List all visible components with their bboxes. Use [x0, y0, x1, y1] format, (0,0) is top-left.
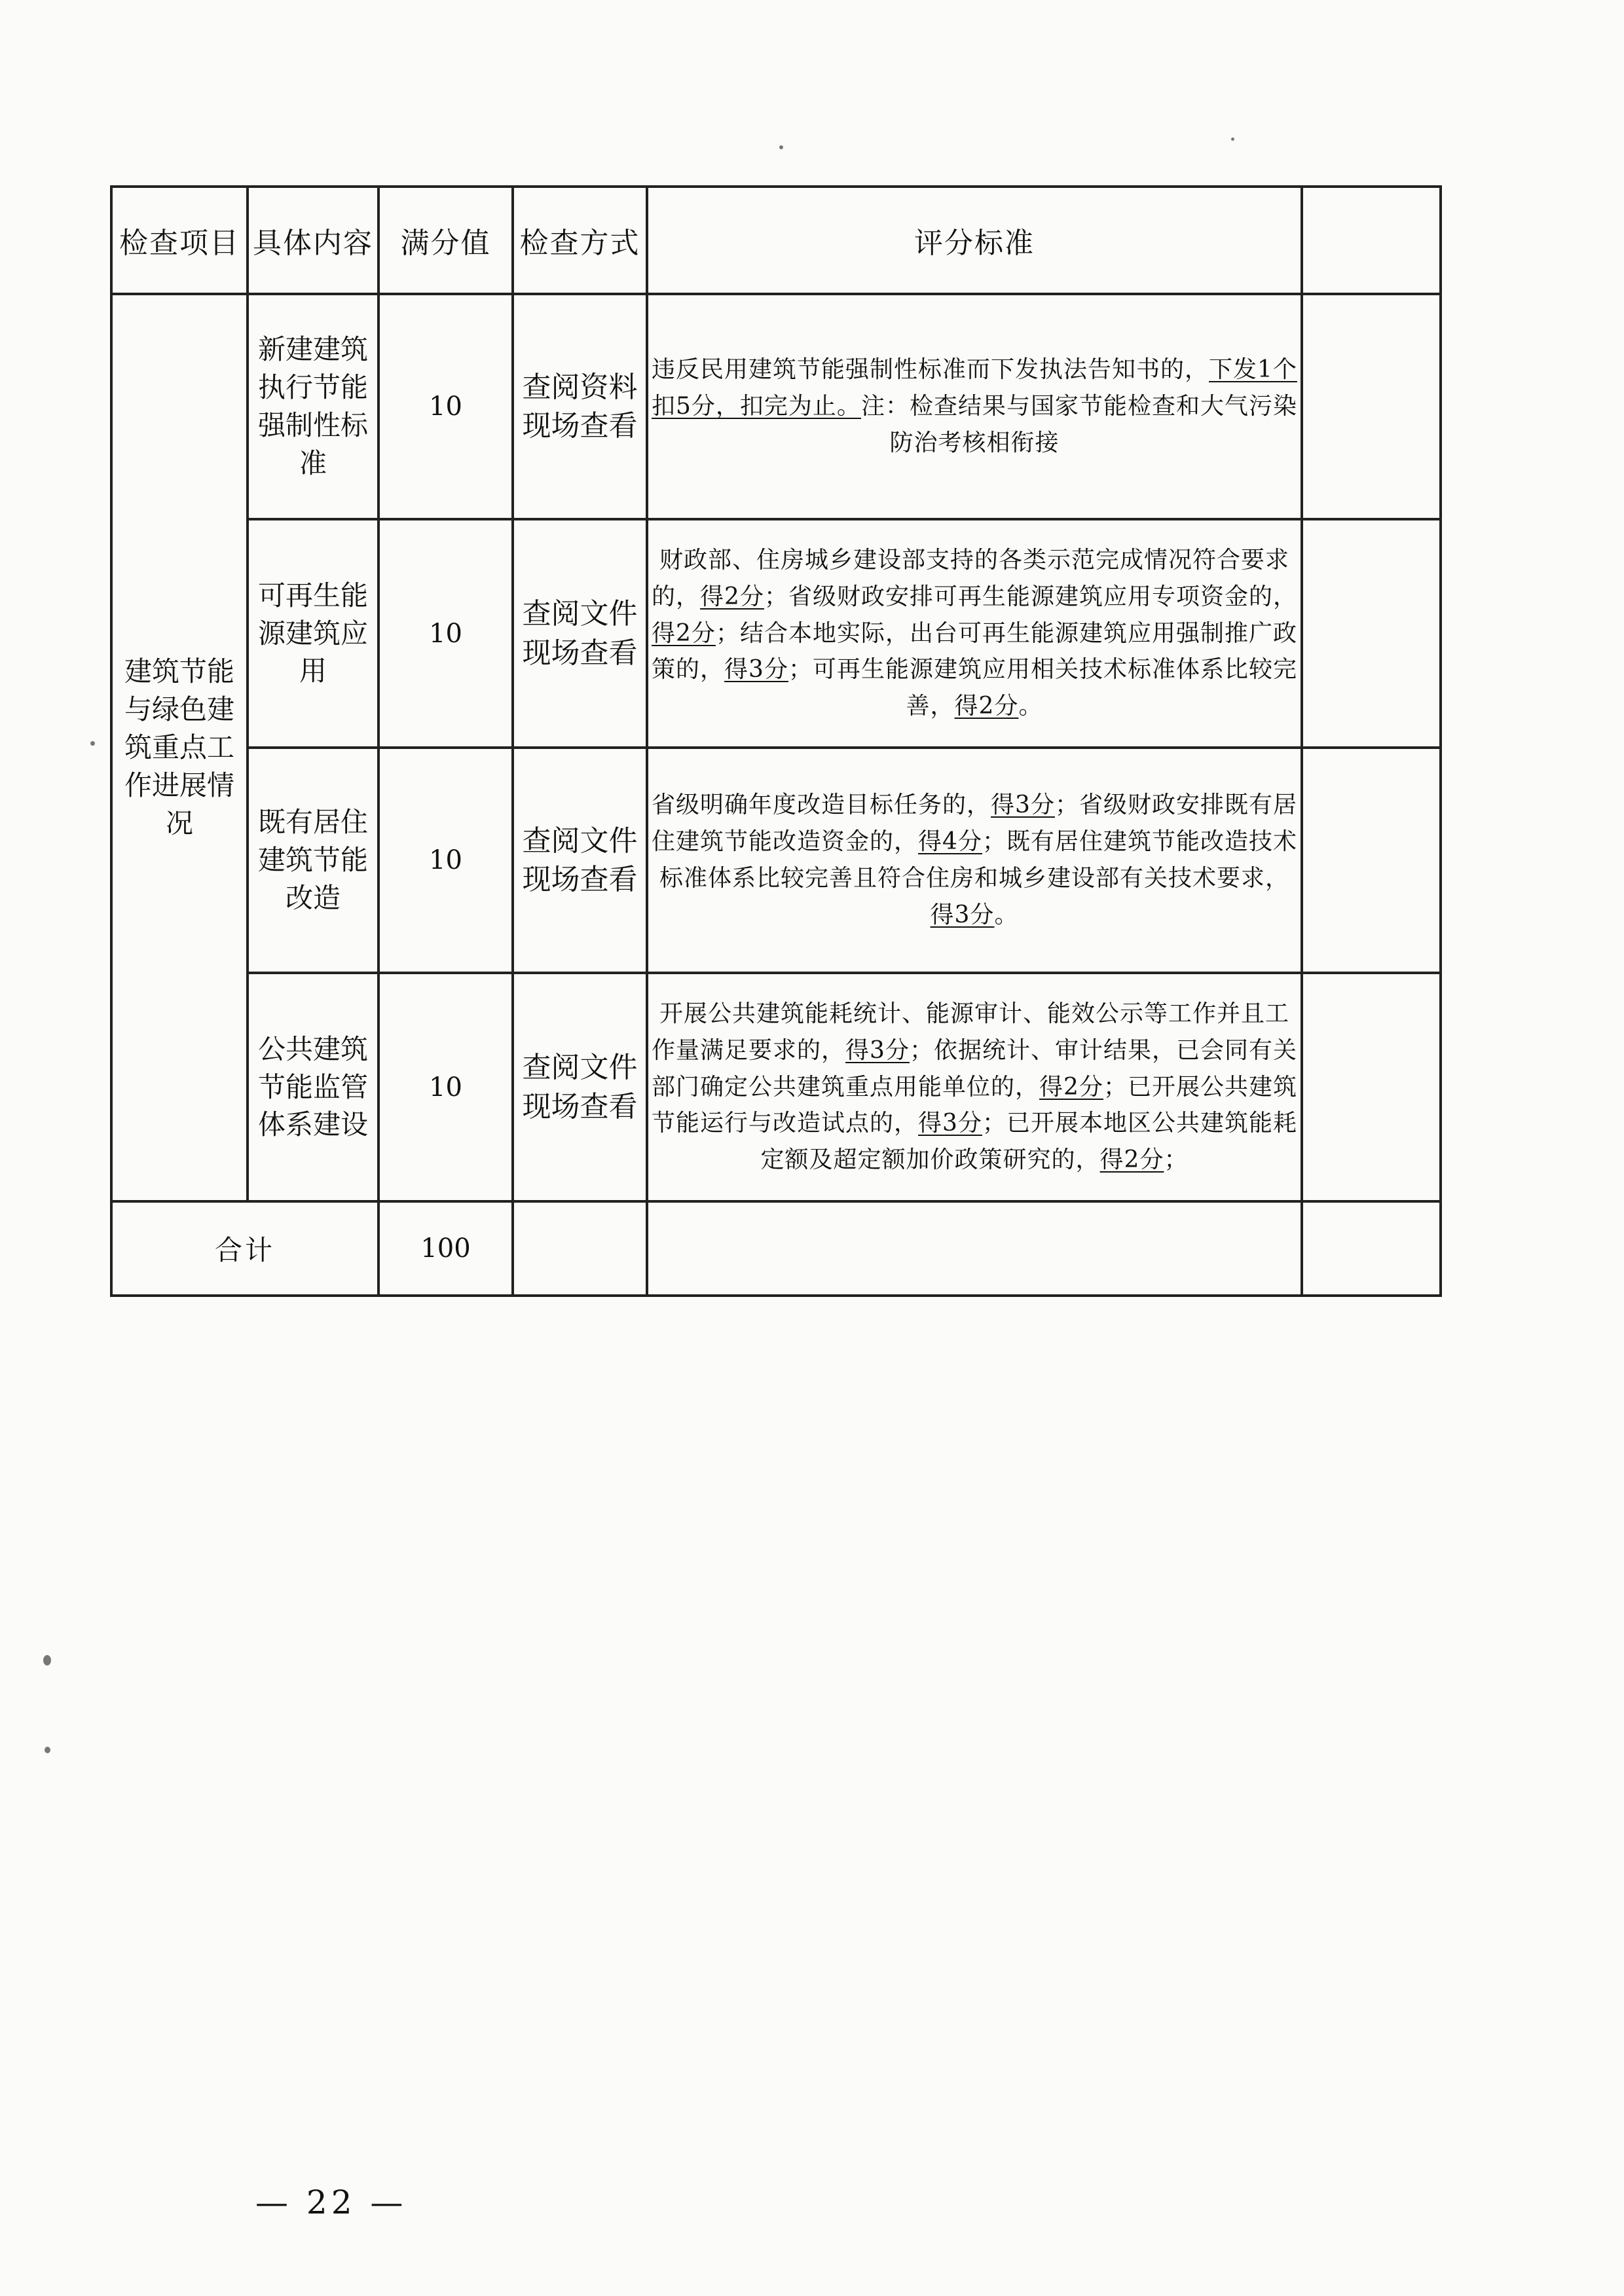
criteria-text: ；既有居住建筑节能改造技术标准体系比较完善且符合住房和城乡建设部有关技术要求， — [659, 828, 1297, 892]
scan-speck — [90, 741, 95, 746]
remarks-cell — [1302, 294, 1441, 519]
full-score-cell: 10 — [378, 519, 513, 748]
full-score-cell: 10 — [378, 748, 513, 973]
total-label: 合计 — [111, 1201, 378, 1296]
criteria-text: ； — [1164, 1146, 1189, 1174]
criteria-score-text: 得3分 — [724, 656, 788, 683]
criteria-score-text: 得3分 — [918, 1110, 982, 1137]
table-row — [111, 519, 1441, 748]
content-cell: 新建建筑执行节能强制性标准 — [248, 294, 378, 519]
total-criteria-blank — [647, 1201, 1302, 1296]
scoring-table — [110, 185, 1442, 1297]
scan-speck — [779, 145, 783, 149]
full-score-cell: 10 — [378, 973, 513, 1201]
criteria-text: ；已开展公共建筑节能运行与改造试点的， — [652, 1073, 1297, 1137]
scan-speck — [45, 1747, 50, 1753]
criteria-text: 。 — [994, 901, 1019, 928]
content-cell: 公共建筑节能监管体系建设 — [248, 973, 378, 1201]
criteria-score-text: 得2分 — [652, 619, 716, 647]
criteria-text: 注：检查结果与国家节能检查和大气污染防治考核相衔接 — [860, 393, 1297, 456]
criteria-text: ；省级财政安排可再生能源建筑应用专项资金的， — [764, 583, 1297, 610]
scan-speck — [43, 1655, 51, 1666]
header-content: 具体内容 — [248, 187, 378, 294]
criteria-text: ；省级财政安排既有居住建筑节能改造资金的， — [652, 792, 1297, 856]
scoring-table-wrapper — [110, 185, 1439, 1297]
total-method-blank — [513, 1201, 647, 1296]
content-cell: 可再生能源建筑应用 — [248, 519, 378, 748]
full-score-cell: 10 — [378, 294, 513, 519]
total-score: 100 — [378, 1201, 513, 1296]
criteria-text: 。 — [1018, 693, 1043, 720]
header-method: 检查方式 — [513, 187, 647, 294]
criteria-score-text: 得3分 — [930, 901, 995, 928]
criteria-score-text: 得3分 — [991, 792, 1055, 819]
method-cell: 查阅文件现场查看 — [513, 519, 647, 748]
criteria-text: ；依据统计、审计结果，已会同有关部门确定公共建筑重点用能单位的， — [652, 1036, 1297, 1101]
remarks-cell — [1302, 973, 1441, 1201]
criteria-text: 违反民用建筑节能强制性标准而下发执法告知书的， — [652, 356, 1209, 384]
criteria-cell — [647, 519, 1302, 748]
criteria-score-text: 得4分 — [918, 828, 982, 856]
header-category: 检查项目 — [111, 187, 248, 294]
table-row — [111, 748, 1441, 973]
criteria-cell — [647, 973, 1302, 1201]
method-cell: 查阅资料现场查看 — [513, 294, 647, 519]
criteria-score-text: 得2分 — [954, 693, 1019, 720]
total-extra-blank — [1302, 1201, 1441, 1296]
criteria-score-text: 下发1个扣5分，扣完为止。 — [652, 356, 1297, 420]
method-cell: 查阅文件现场查看 — [513, 748, 647, 973]
remarks-cell — [1302, 519, 1441, 748]
total-row — [111, 1201, 1441, 1296]
criteria-text: ；已开展本地区公共建筑能耗定额及超定额加价政策研究的， — [760, 1110, 1297, 1174]
criteria-cell — [647, 294, 1302, 519]
criteria-score-text: 得2分 — [1099, 1146, 1164, 1174]
method-cell: 查阅文件现场查看 — [513, 973, 647, 1201]
table-header-row — [111, 187, 1441, 294]
criteria-score-text: 得3分 — [845, 1036, 910, 1064]
criteria-score-text: 得2分 — [700, 583, 764, 610]
table-row — [111, 294, 1441, 519]
page-number: — 22 — — [255, 2183, 407, 2221]
criteria-text: 开展公共建筑能耗统计、能源审计、能效公示等工作并且工作量满足要求的， — [652, 1000, 1289, 1064]
criteria-text: ；结合本地实际，出台可再生能源建筑应用强制推广政策的， — [652, 619, 1297, 683]
category-cell: 建筑节能与绿色建筑重点工作进展情况 — [111, 294, 248, 1201]
criteria-text: 财政部、住房城乡建设部支持的各类示范完成情况符合要求的， — [652, 547, 1289, 610]
header-extra — [1302, 187, 1441, 294]
criteria-cell — [647, 748, 1302, 973]
scan-speck — [1231, 137, 1234, 141]
header-full-score: 满分值 — [378, 187, 513, 294]
criteria-text: ；可再生能源建筑应用相关技术标准体系比较完善， — [788, 656, 1297, 720]
content-cell: 既有居住建筑节能改造 — [248, 748, 378, 973]
header-criteria: 评分标准 — [647, 187, 1302, 294]
criteria-score-text: 得2分 — [1039, 1073, 1103, 1101]
remarks-cell — [1302, 748, 1441, 973]
table-row — [111, 973, 1441, 1201]
criteria-text: 省级明确年度改造目标任务的， — [652, 792, 991, 819]
